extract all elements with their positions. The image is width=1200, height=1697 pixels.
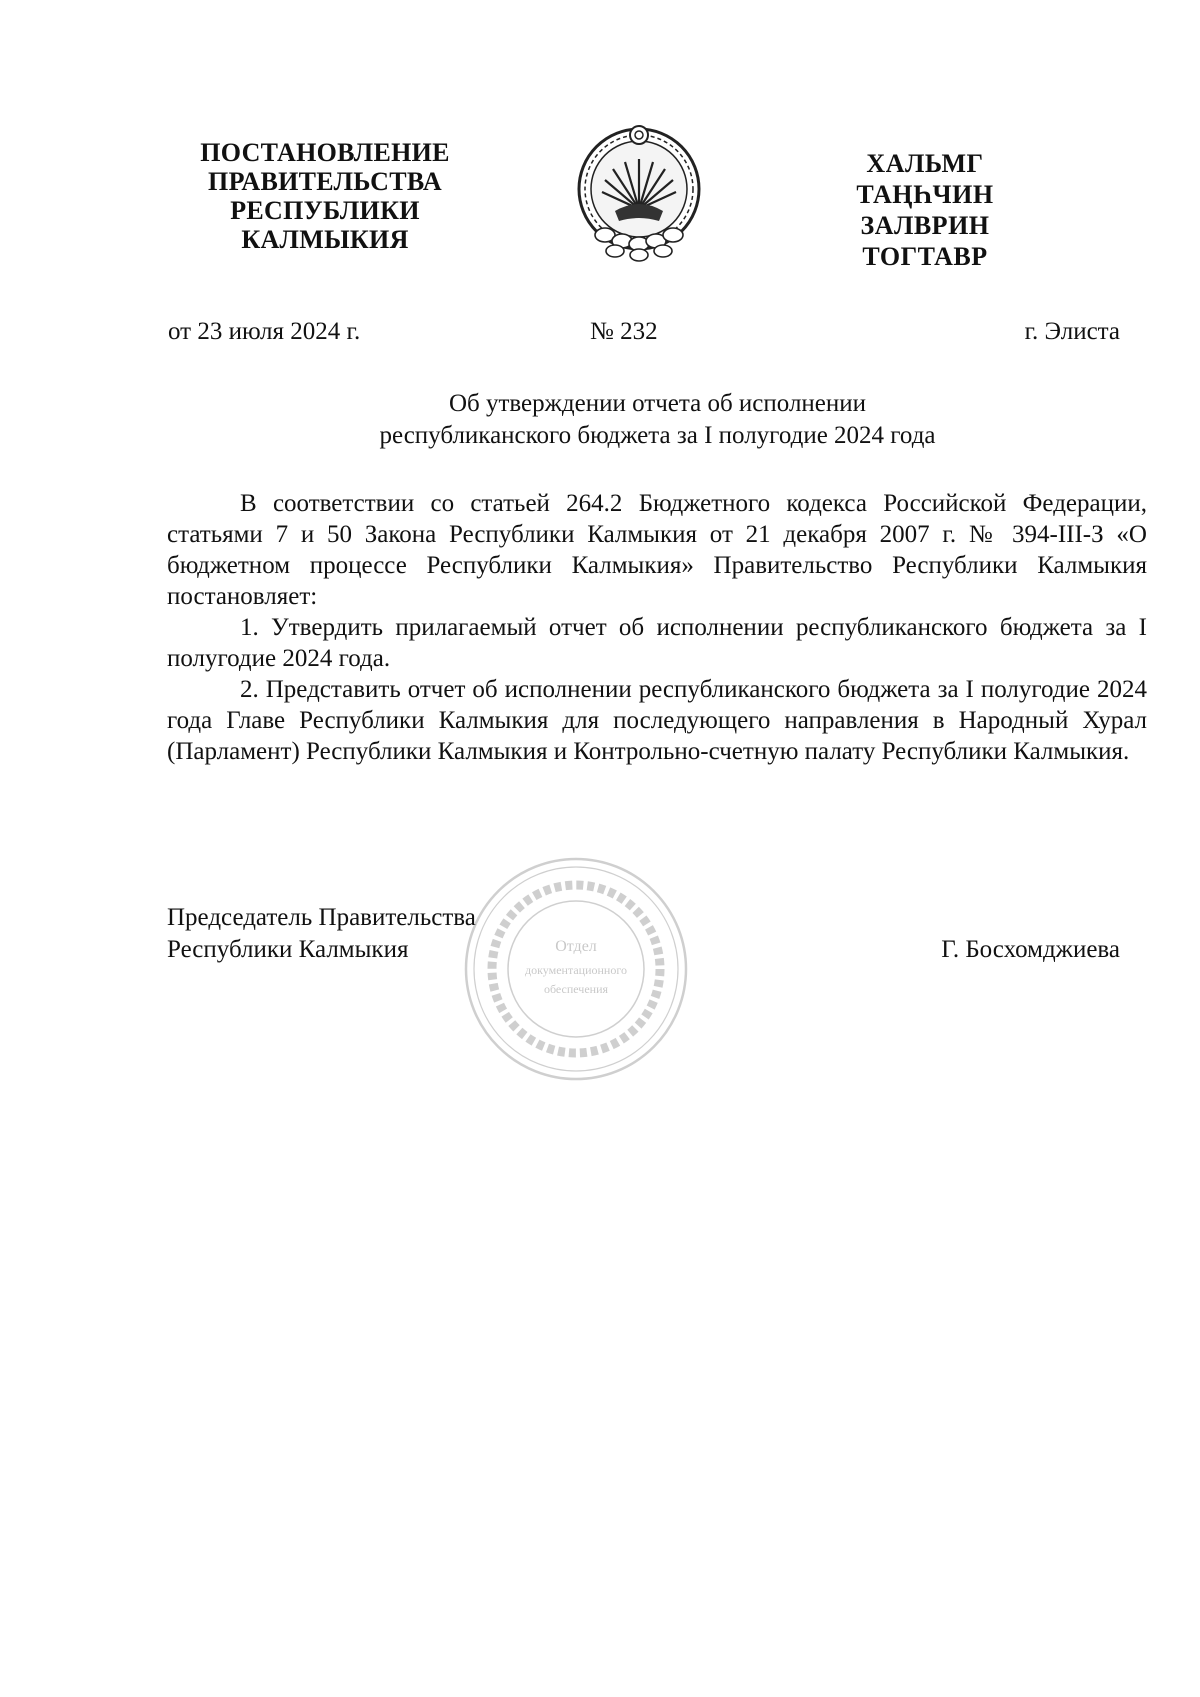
- round-seal-stamp-icon: [460, 853, 692, 1085]
- header-right-line: ТАҢҺЧИН: [856, 180, 994, 209]
- header-right-title: [840, 148, 1010, 272]
- header-left-title: [170, 138, 480, 254]
- header-left-line: ПОСТАНОВЛЕНИЕ: [200, 138, 450, 167]
- coat-of-arms-icon: [575, 125, 703, 265]
- stamp-text: документационного: [525, 963, 627, 977]
- document-number: № 232: [590, 318, 658, 345]
- header-left-line: КАЛМЫКИЯ: [241, 225, 409, 254]
- signatory-position-line: Председатель Правительства: [167, 904, 476, 931]
- stamp-text: Отдел: [555, 938, 597, 955]
- document-title: [170, 388, 1145, 452]
- signatory-name: Г. Босхомджиева: [941, 936, 1120, 963]
- stamp-text: обеспечения: [543, 982, 609, 996]
- document-body: [167, 488, 1147, 767]
- title-line: Об утверждении отчета об исполнении: [448, 390, 867, 417]
- signatory-position: [167, 902, 476, 966]
- document-city: г. Элиста: [1024, 318, 1120, 345]
- header-left-line: ПРАВИТЕЛЬСТВА: [208, 167, 442, 196]
- header-right-line: ТОГТАВР: [862, 242, 988, 271]
- title-line: республиканского бюджета за I полугодие 2024 года: [379, 422, 936, 449]
- body-paragraph: 1. Утвердить прилагаемый отчет об исполнении республиканского бюджета за I полугодие 2024 года.: [167, 614, 1147, 672]
- header-left-line: РЕСПУБЛИКИ: [230, 196, 420, 225]
- header-right-line: ХАЛЬМГ: [866, 149, 984, 178]
- header-right-line: ЗАЛВРИН: [860, 211, 990, 240]
- body-paragraph: 2. Представить отчет об исполнении республиканского бюджета за I полугодие 2024 года Главе Республики Калмыкия для последующего направления в Народный Хурал (Парламент) Республики Калмыкия и Контрольно-счетную палату Республики Калмыкия.: [167, 676, 1147, 765]
- document-date: от 23 июля 2024 г.: [168, 318, 361, 345]
- signatory-position-line: Республики Калмыкия: [167, 936, 409, 963]
- body-paragraph: В соответствии со статьей 264.2 Бюджетного кодекса Российской Федерации, статьями 7 и 50 Закона Республики Калмыкия от 21 декабря 2007 г. № 394-III-З «О бюджетном процессе Республики Калмыкия» Правительство Республики Калмыкия постановляет:: [167, 490, 1147, 610]
